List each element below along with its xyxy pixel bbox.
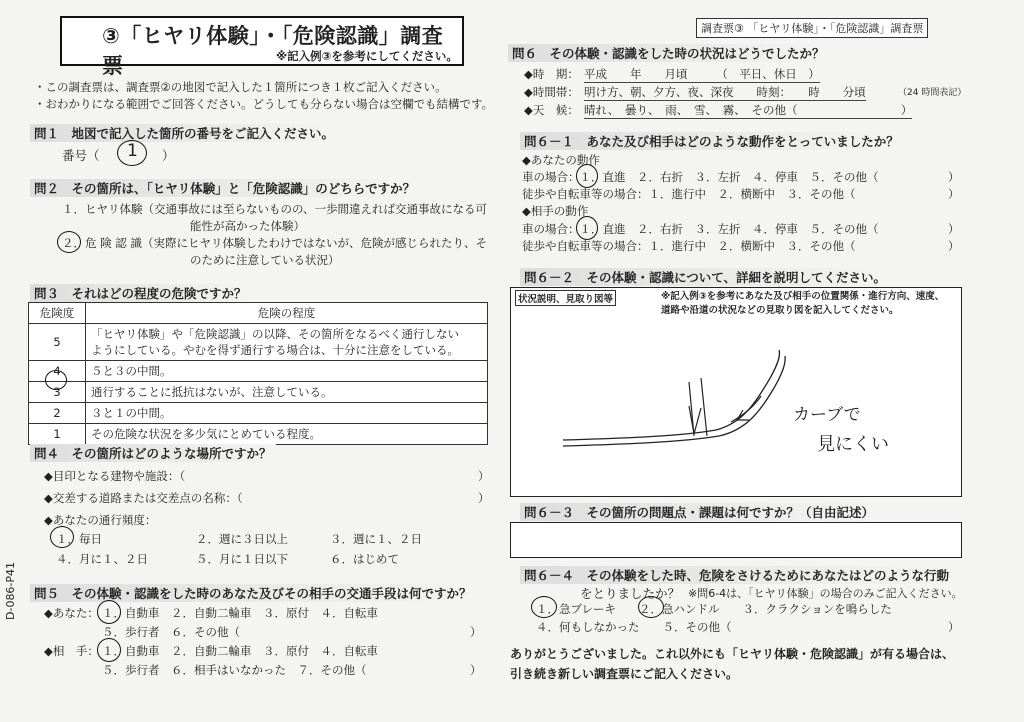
q61-you-head: ◆あなたの動作 bbox=[522, 153, 600, 167]
table-row[interactable] bbox=[29, 403, 488, 424]
table-row[interactable] bbox=[29, 324, 488, 361]
q5-other-options-2[interactable]: ５．歩行者 ６．相手はいなかった ７．その他（ bbox=[102, 663, 367, 677]
q61-heading: 問６－１ あなた及び相手はどのような動作をとっていましたか？ bbox=[520, 132, 903, 150]
table-row[interactable] bbox=[29, 382, 488, 403]
q1-number-label: 番号（ bbox=[62, 148, 100, 163]
table-row[interactable] bbox=[29, 424, 488, 445]
sketch-handwriting-1: カーブで bbox=[793, 405, 861, 425]
q4-road-close: ） bbox=[478, 491, 490, 505]
q61-other-car[interactable]: 車の場合：１．直進 ２．右折 ３．左折 ４．停車 ５．その他（ bbox=[522, 222, 879, 236]
q4-frequency-label: ◆あなたの通行頻度： bbox=[44, 513, 157, 527]
q5-other-label: ◆相 手： bbox=[44, 644, 99, 658]
q63-heading: 問６－３ その箇所の問題点・課題は何ですか？（自由記述） bbox=[520, 503, 878, 521]
q61-you-walk-close: ） bbox=[948, 187, 960, 201]
intro-line-2: ・おわかりになる範囲でご回答ください。どうしても分らない場合は空欄でも結構です。 bbox=[34, 97, 494, 111]
q1-answer[interactable]: 1 bbox=[127, 141, 138, 161]
page-subtitle: ※記入例③を参考にしてください。 bbox=[276, 49, 458, 63]
title-box bbox=[60, 16, 464, 78]
q61-other-walk[interactable]: 徒歩や自転車等の場合：１．進行中 ２．横断中 ３．その他（ bbox=[522, 239, 856, 253]
q64-answer-circle-2 bbox=[638, 596, 664, 618]
q5-you-answer-circle bbox=[97, 600, 121, 624]
closing-message bbox=[510, 644, 954, 684]
col-level: 危険度 bbox=[29, 303, 86, 324]
q64-heading: 問６－４ その体験をした時、危険をさけるためにあなたはどのような行動 bbox=[520, 566, 953, 584]
side-code: D-086-P41 bbox=[4, 561, 17, 620]
q62-heading: 問６－２ その体験・認識について、詳細を説明してください。 bbox=[520, 268, 890, 286]
risk-desc: 通行することに抵抗はないが、注意している。 bbox=[86, 382, 488, 403]
risk-level: 5 bbox=[29, 324, 86, 361]
q4-landmark[interactable]: ◆目印となる建物や施設：（ bbox=[44, 469, 186, 483]
q63-answer-field[interactable] bbox=[510, 522, 962, 558]
q1-close: ） bbox=[162, 148, 175, 163]
sketch-drawing bbox=[511, 288, 961, 496]
q5-other-options[interactable]: １．自動車 ２．自動二輪車 ３．原付 ４．自転車 bbox=[102, 644, 378, 658]
q64-note: ※問6-4は、「ヒヤリ体験」の場合のみご記入ください。 bbox=[688, 587, 963, 600]
risk-table bbox=[28, 302, 488, 445]
q2-option-2[interactable]: ２．危 険 認 識（実際にヒヤリ体験したわけではないが、危険が感じられたり、そ bbox=[62, 236, 487, 250]
risk-level: 4 bbox=[29, 361, 86, 382]
q61-other-head: ◆相手の動作 bbox=[522, 204, 589, 218]
q6-weather-value[interactable]: 晴れ、 曇り、 雨、 雪、 霧、 その他（ ） bbox=[584, 103, 913, 117]
closing-line-1: ありがとうございました。これ以外にも「ヒヤリ体験・危険認識」が有る場合は、 bbox=[510, 647, 955, 661]
q5-other-answer-circle bbox=[97, 638, 121, 662]
freq-option-1[interactable]: １．毎日 bbox=[56, 532, 102, 546]
q2-option-2-cont: のために注意している状況） bbox=[190, 253, 340, 267]
freq-option-2[interactable]: ２．週に３日以上 bbox=[196, 532, 288, 546]
q2-option-1[interactable]: １．ヒヤリ体験（交通事故には至らないものの、一歩間違えれば交通事故になる可 bbox=[62, 202, 488, 216]
q61-you-car-close: ） bbox=[948, 170, 960, 184]
risk-table-header bbox=[29, 303, 488, 324]
table-row[interactable] bbox=[29, 361, 488, 382]
q61-other-answer-circle bbox=[576, 216, 598, 240]
q64-answer-circle-1 bbox=[531, 596, 557, 618]
sketch-box[interactable] bbox=[510, 287, 962, 497]
q5-you-options-2[interactable]: ５．歩行者 ６．その他（ bbox=[102, 625, 240, 639]
q61-you-answer-circle bbox=[576, 164, 598, 188]
q6-time-value[interactable]: 明け方、朝、夕方、夜、深夜 時刻： 時 分頃 bbox=[584, 85, 866, 99]
q61-you-car[interactable]: 車の場合：１．直進 ２．右折 ３．左折 ４．停車 ５．その他（ bbox=[522, 170, 879, 184]
q2-heading: 問２ その箇所は、「ヒヤリ体験」と「危険認識」のどちらですか？ bbox=[30, 179, 419, 197]
risk-desc: その危険な状況を多少気にとめている程度。 bbox=[86, 424, 488, 445]
freq-option-4[interactable]: ４．月に１、２日 bbox=[56, 552, 148, 566]
sketch-note: ※記入例③を参考にあなた及び相手の位置関係・進行方向、速度、道路や沿道の状況などの見取り図を記入してください。 bbox=[661, 291, 945, 316]
form-label: 調査票③ 「ヒヤリ体験」・「危険認識」調査票 bbox=[696, 18, 928, 38]
risk-level: 1 bbox=[29, 424, 86, 445]
risk-desc: ５と３の中間。 bbox=[86, 361, 488, 382]
q61-you-walk[interactable]: 徒歩や自転車等の場合：１．進行中 ２．横断中 ３．その他（ bbox=[522, 187, 856, 201]
q4-heading: 問４ その箇所はどのような場所ですか？ bbox=[30, 444, 276, 462]
q61-other-walk-close: ） bbox=[948, 239, 960, 253]
q64-close: ） bbox=[948, 620, 960, 634]
q2-option-1-cont: 能性が高かった体験） bbox=[190, 219, 305, 233]
q3-answer-circle bbox=[45, 370, 67, 390]
q1-heading: 問１ 地図で記入した箇所の番号をご記入ください。 bbox=[30, 124, 338, 142]
freq-option-6[interactable]: ６．はじめて bbox=[330, 552, 399, 566]
q64-options-2[interactable]: ４．何もしなかった ５．その他（ bbox=[536, 620, 732, 634]
q5-you-options[interactable]: １．自動車 ２．自動二輪車 ３．原付 ４．自転車 bbox=[102, 606, 378, 620]
q2-answer-circle bbox=[57, 231, 81, 253]
q4-landmark-close: ） bbox=[478, 469, 490, 483]
risk-desc-line: 「ヒヤリ体験」や「危険認識」の以降、その箇所をなるべく通行しない bbox=[91, 327, 459, 341]
closing-line-2: 引き続き新しい調査票にご記入ください。 bbox=[510, 667, 739, 681]
freq-option-3[interactable]: ３．週に１、２日 bbox=[330, 532, 422, 546]
q6-time-label: ◆時間帯： bbox=[524, 85, 579, 99]
q6-date-value[interactable]: 平成 年 月頃 （ 平日、休日 ） bbox=[584, 67, 820, 81]
risk-desc-line: ようにしている。やむを得ず通行する場合は、十分に注意をしている。 bbox=[91, 343, 459, 357]
risk-level: 3 bbox=[29, 382, 86, 403]
q6-date-label: ◆時 期： bbox=[524, 67, 579, 81]
sketch-handwriting-2: 見にくい bbox=[817, 434, 889, 455]
q1-answer-circle bbox=[117, 140, 147, 166]
freq-option-5[interactable]: ５．月に１日以下 bbox=[196, 552, 288, 566]
q5-you-label: ◆あなた： bbox=[44, 606, 99, 620]
q61-other-car-close: ） bbox=[948, 222, 960, 236]
risk-desc: ３と１の中間。 bbox=[86, 403, 488, 424]
col-desc: 危険の程度 bbox=[86, 303, 488, 324]
q3-heading: 問３ それはどの程度の危険ですか？ bbox=[30, 284, 251, 302]
q4-road[interactable]: ◆交差する道路または交差点の名称：（ bbox=[44, 491, 243, 505]
q5-heading: 問５ その体験・認識をした時のあなた及びその相手の交通手段は何ですか？ bbox=[30, 584, 476, 602]
q64-options-1[interactable]: １．急ブレーキ ２．急ハンドル ３．クラクションを鳴らした bbox=[536, 602, 892, 616]
q6-heading: 問６ その体験・認識をした時の状況はどうでしたか？ bbox=[508, 44, 829, 62]
intro-line-1: ・この調査票は、調査票②の地図で記入した１箇所につき１枚ご記入ください。 bbox=[34, 80, 447, 94]
risk-level: 2 bbox=[29, 403, 86, 424]
q64-heading-2: をとりましたか？ bbox=[580, 586, 681, 601]
q5-other-close: ） bbox=[470, 663, 482, 677]
page-title: ③「ヒヤリ体験」・「危険認識」調査票 bbox=[102, 24, 444, 78]
sketch-label: 状況説明、見取り図等 bbox=[515, 290, 616, 306]
freq-answer-circle bbox=[50, 526, 74, 548]
q6-time-note: （24 時間表記） bbox=[898, 88, 967, 98]
q6-weather-label: ◆天 候： bbox=[524, 103, 579, 117]
q5-you-close: ） bbox=[470, 625, 482, 639]
risk-desc bbox=[86, 324, 488, 361]
